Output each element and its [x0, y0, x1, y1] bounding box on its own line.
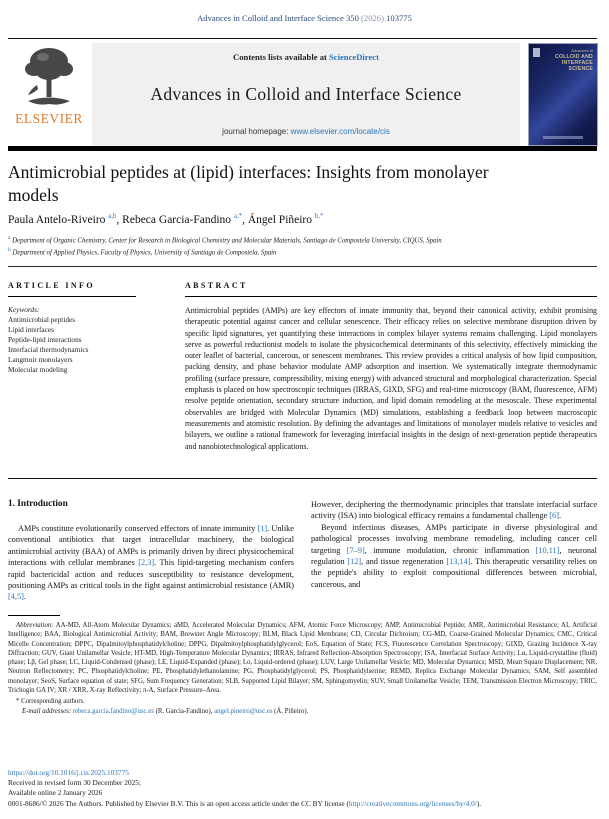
email-name-fandino: (R. Garcia-Fandino), [153, 707, 215, 715]
intro-paragraph-1: AMPs constitute evolutionarily conserved effectors of innate immunity [1]. Unlike conventional antibiotics that target intracellular machinery, the biological antimicrobial activity (BAA) of AMPs is primarily driven by direct physicochemical interactions with cellular membranes [2,3]. This lipid-targeting mechanism confers rapid bactericidal action and reduces susceptibility to resistance development, positioning AMPs as critical tools in the fight against antimicrobial resistance (AMR) [4,5]. [8, 524, 294, 602]
journal-homepage-link[interactable]: www.elsevier.com/locate/cis [290, 127, 390, 136]
homepage-prefix: journal homepage: [222, 127, 291, 136]
abstract-bottom-rule [8, 478, 597, 479]
intro-left-column [8, 499, 294, 603]
keyword: Peptide-lipid interactions [8, 335, 82, 344]
intro-right-column [311, 499, 597, 603]
citation-ref[interactable]: [2,3] [138, 558, 155, 568]
affiliation-b [8, 246, 568, 258]
journal-title: Advances in Colloid and Interface Science [150, 84, 462, 104]
affiliation-a [8, 234, 568, 246]
cover-mini-logo [533, 48, 540, 57]
sciencedirect-link[interactable]: ScienceDirect [329, 52, 379, 62]
keywords-label: Keywords: [8, 305, 40, 314]
article-info-rule [8, 296, 136, 297]
running-head [0, 13, 609, 23]
running-head-year: (2026) [361, 13, 384, 23]
keyword: Interfacial thermodynamics [8, 345, 89, 354]
keyword: Molecular modeling [8, 365, 68, 374]
citation-ref[interactable]: [6] [549, 511, 559, 521]
abbreviations-note [8, 621, 597, 695]
running-head-journal: Advances in Colloid and Interface Science 350 [197, 13, 359, 23]
abstract-heading: ABSTRACT [185, 281, 248, 290]
abstract-text: Antimicrobial peptides (AMPs) are key effectors of innate immunity that, beyond their canonical activity, exhibit promising therapeutic potential against cancer and cellular senescence. Their efficacy relies on selective membrane disruption driven by specific lipid signatures, yet quantifying these interactions in complex bilayer systems remains challenging. Lipid monolayers serve as powerful reductionist models to isolate the physicochemical determinants of this selectivity, effectively mimicking the outer leaflet of bacterial, cancerous, or senescent membranes. This review provides a critical analysis of how lipid composition, packing density, and phase behavior modulate AMP adsorption and insertion. We systematically integrate thermodynamic profiling (surface pressure, compressibility, mixing energy) with advanced structural and morphological characterization. Special emphasis is placed on how spectroscopic techniques (IRRAS, GIXD, SFG) and real-time microscopy (BAM, fluorescence, AFM) resolve peptide orientation, secondary structure induction, and lipid domain remodeling at the mesoscale. These experimental observables are bridged with Molecular Dynamics (MD) simulations, establishing a feedback loop between macroscopic measurements and atomistic resolution. By defining the advantages and limitations of monolayer models relative to vesicles and bilayers, we outline a rational framework for leveraging interfacial insights in the design of next-generation peptide therapeutics and nanobiotechnological applications. [185, 306, 597, 451]
keyword: Antimicrobial peptides [8, 315, 76, 324]
keyword: Langmuir monolayers [8, 355, 73, 364]
affiliations [8, 234, 568, 258]
email-name-pineiro: (Á. Piñeiro). [272, 707, 309, 715]
cover-kicker: Advances in [571, 48, 593, 53]
footnote-block [8, 615, 597, 716]
citation-ref[interactable]: [1] [257, 524, 268, 533]
author-3-name: Ángel Piñeiro [247, 213, 313, 226]
affiliation-b-text: Department of Applied Physics, Faculty of Physics, University of Santiago de Compostela, Spain [10, 249, 277, 257]
citation-ref[interactable]: [4,5] [8, 592, 24, 602]
email-link-pineiro[interactable]: angel.pineiro@usc.es [214, 707, 273, 715]
citation-ref[interactable]: [12] [347, 557, 362, 567]
citation-ref[interactable]: [13,14] [446, 557, 471, 567]
cover-text [553, 48, 593, 72]
elsevier-logo[interactable] [8, 45, 90, 145]
article-info-heading: ARTICLE INFO [8, 281, 95, 290]
copyright-suffix: ). [476, 798, 482, 808]
title-block-rule [8, 266, 597, 267]
abstract-column [185, 281, 597, 452]
header-thick-rule [8, 146, 597, 151]
abstract-rule [185, 296, 597, 297]
affiliation-b-sup: b [8, 246, 11, 253]
cover-footer-band [543, 136, 583, 139]
intro-paragraph-3: Beyond infectious diseases, AMPs participate in diverse physiological and pathological processes involving membrane remodeling, including cancer cell targeting [7–9], immune modulation, chronic inflammation [10,11], neuronal regulation [12], and tissue regeneration [13,14]. This therapeutic versatility relies on the peptide's ability to exploit compositional differences between microbial, cancerous, and [311, 522, 597, 589]
elsevier-tree-icon [8, 45, 90, 109]
author-2 [122, 214, 242, 226]
author-1-affil-sup[interactable]: a,b [108, 213, 117, 220]
abbreviations-text: AA-MD, All-Atom Molecular Dynamics; aMD, Accelerated Molecular Dynamics; AFM, Atomic Force Microscopy; AMP, Antimicrobial Peptide; AMR, Antimicrobial Resistance; AI, Artificial Intelligence; BAA, Biological Antimicrobial Activity; BAM, Brewster Angle Microscopy; BLM, Black Lipid Membrane; CD, Circular Dichroism; CG-MD, Coarse-Grained Molecular Dynamics; CMC, Critical Micelle Concentration; DPPC, Dipalmitoylphosphatidylcholine; DPPG, Dipalmitoylphosphatidylglycerol; EoS, Equation of State; FCS, Fluorescence Correlation Spectroscopy; GIXD, Grazing Incidence X-ray Diffraction; GUV, Giant Unilamellar Vesicle; HT-MD, High-Temperature Molecular Dynamics; IRRAS, Infrared Reflection-Absorption Spectroscopy; ISA, Interfacial Surface Activity; Lα, Liquid-crystalline (fluid) phase; Lβ, Gel phase; LC, Liquid-Condensed (phase); LE, Liquid-Expanded (phase); Lo, Liquid-ordered (phase); LUV, Large Unilamellar Vesicle; MD, Molecular Dynamics; MSD, Mean Square Displacement; NR, Neutron Reflectometry; PC, Phosphatidylcholine; PE, Phosphatidylethanolamine; PG, Phosphatidylglycerol; PS, Phosphatidylserine; REMD, Replica Exchange Molecular Dynamics; SAM, Self assembled monolayer; SeoS, Surface equation of state; SFG, Sum Frequency Generation; SLB, Supported Lipid Bilayer; SM, Sphingomyelin; SUV, Small Unilamellar Vesicle; TEM, Transmission Electron Microscopy; TRIC, Trichogin GA IV; XR / XRR, X-ray Reflectivity; π-A, Surface Pressure–Area. [8, 622, 597, 695]
author-separator: , [116, 213, 123, 226]
author-3-affil-sup[interactable]: b,* [314, 213, 324, 220]
corresponding-authors-note: * Corresponding authors. [16, 698, 85, 706]
abbreviations-label: Abbreviation: [16, 622, 54, 629]
footnote-separator [8, 615, 60, 616]
author-separator: , [242, 213, 248, 226]
contents-prefix: Contents lists available at [233, 52, 329, 62]
copyright-line [8, 799, 597, 809]
received-date: Received in revised form 30 December 2025; [8, 778, 141, 788]
copyright-text: 0001-8686/© 2026 The Authors. Published by Elsevier B.V. This is an open access article under the CC BY license ( [8, 798, 349, 808]
journal-banner [92, 43, 520, 146]
article-title: Antimicrobial peptides at (lipid) interfaces: Insights from monolayer models [8, 162, 489, 205]
header-top-rule [8, 38, 597, 39]
intro-paragraph-2: However, deciphering the thermodynamic principles that translate interfacial surface activity (ISA) into biological efficacy remains a fundamental challenge [6]. [311, 500, 597, 521]
author-1 [8, 214, 116, 226]
cover-title: COLLOID AND INTERFACE SCIENCE [554, 54, 593, 72]
citation-ref[interactable]: [10,11] [535, 545, 560, 555]
article-info-column [8, 281, 163, 452]
available-date: Available online 2 January 2026 [8, 788, 103, 798]
contents-line [92, 52, 520, 62]
elsevier-wordmark: ELSEVIER [15, 111, 83, 126]
author-2-affil-sup[interactable]: a,* [233, 213, 243, 220]
author-3 [248, 214, 324, 226]
doi-link[interactable]: https://doi.org/10.1016/j.cis.2025.103775 [8, 768, 129, 777]
introduction-heading: 1. Introduction [8, 499, 68, 509]
author-list [8, 213, 323, 226]
affiliation-a-text: Department of Organic Chemistry, Center for Research in Biological Chemistry and Molecular Materials, Santiago de Compostela University, CIQUS, Spain [10, 237, 442, 245]
journal-cover-thumbnail[interactable] [528, 43, 598, 146]
info-abstract-section [8, 281, 597, 452]
keyword: Lipid interfaces [8, 325, 54, 334]
introduction-section [8, 499, 597, 603]
email-label: E-mail addresses: [22, 707, 73, 715]
homepage-line [92, 127, 520, 136]
author-2-name: Rebeca Garcia-Fandino [122, 213, 232, 226]
author-1-name: Paula Antelo-Riveiro [8, 213, 106, 226]
email-addresses-note [8, 707, 597, 716]
affiliation-a-sup: a [8, 235, 11, 241]
email-link-fandino[interactable]: rebeca.garcia.fandino@usc.es [72, 707, 154, 715]
page-footer [8, 768, 597, 809]
running-head-article-number: 103775 [386, 13, 412, 23]
citation-ref[interactable]: [7–9] [346, 545, 365, 555]
license-link[interactable]: http://creativecommons.org/licenses/by/4.0/ [348, 798, 477, 808]
